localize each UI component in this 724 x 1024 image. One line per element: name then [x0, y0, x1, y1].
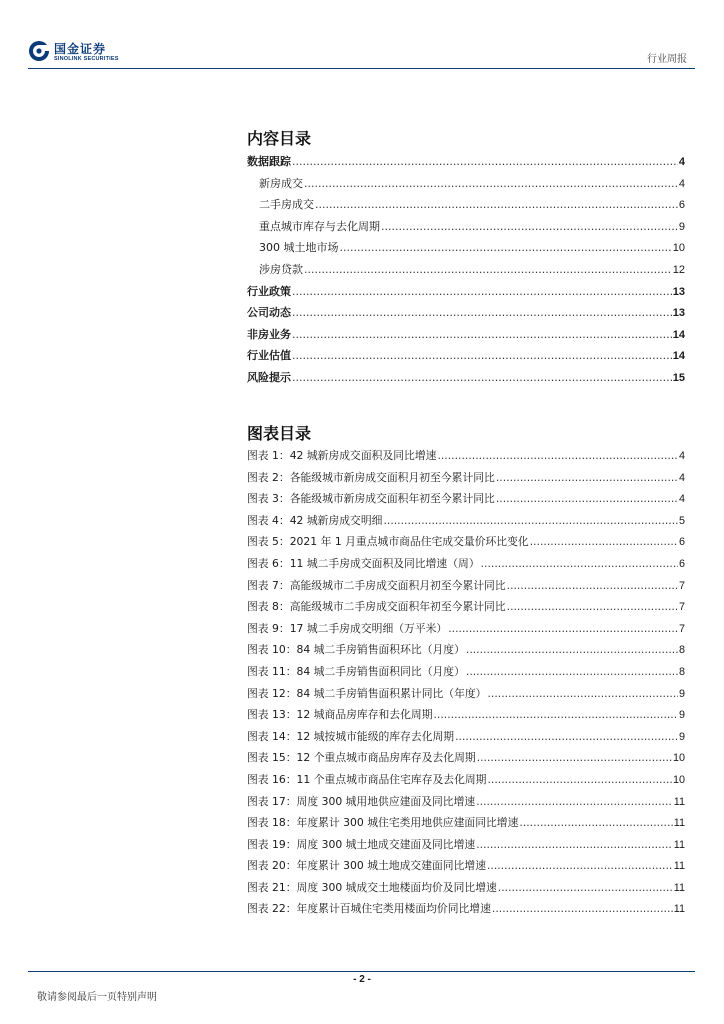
figure-entry-label: 图表 20：年度累计 300 城土地成交建面同比增速 — [247, 859, 486, 873]
contents-entry[interactable] — [247, 175, 685, 197]
logo-text-cn: 国金证券 — [54, 42, 107, 56]
footer-divider — [28, 971, 695, 972]
figure-entry-label: 图表 14：12 城按城市能级的库存去化周期 — [247, 729, 455, 743]
figure-entry-page: 5 — [678, 514, 685, 527]
figures-title: 图表目录 — [247, 424, 312, 443]
contents-entry-label: 300 城土地市场 — [259, 241, 339, 255]
dot-leader — [381, 220, 678, 233]
dot-leader — [304, 263, 672, 276]
figure-entry-label: 图表 2：各能级城市新房成交面积月初至今累计同比 — [247, 470, 495, 484]
figure-entry[interactable] — [247, 599, 685, 621]
figure-entry[interactable] — [247, 642, 685, 664]
figure-entry-page: 11 — [673, 903, 685, 916]
figure-entry-label: 图表 12：84 城二手房销售面积累计同比（年度） — [247, 686, 487, 700]
dot-leader — [507, 600, 678, 613]
contents-entry-page: 14 — [672, 350, 685, 363]
figure-entry-page: 9 — [678, 687, 685, 700]
figure-entry-page: 11 — [673, 860, 685, 873]
dot-leader — [481, 557, 678, 570]
figure-entry-label: 图表 15：12 个重点城市商品房库存及去化周期 — [247, 751, 476, 765]
contents-entry-label: 行业估值 — [247, 349, 291, 363]
figure-entry-label: 图表 19：周度 300 城土地成交建面及同比增速 — [247, 837, 476, 851]
company-logo — [28, 40, 138, 66]
figure-entry-label: 图表 8：高能级城市二手房成交面积年初至今累计同比 — [247, 600, 506, 614]
dot-leader — [292, 285, 672, 298]
figure-entry[interactable] — [247, 621, 685, 643]
figure-entry-label: 图表 1：42 城新房成交面积及同比增速 — [247, 449, 437, 462]
figure-entry-page: 11 — [673, 881, 685, 894]
contents-entry-page: 13 — [672, 285, 685, 298]
contents-entry-page: 15 — [672, 371, 685, 384]
figure-entry-label: 图表 7：高能级城市二手房成交面积月初至今累计同比 — [247, 578, 506, 592]
contents-entry-label: 重点城市库存与去化周期 — [259, 219, 380, 233]
figure-entry[interactable] — [247, 901, 685, 923]
dot-leader — [519, 816, 672, 829]
page-header — [0, 0, 724, 70]
header-divider — [28, 68, 695, 69]
figure-entry[interactable] — [247, 729, 685, 751]
figure-entry-page: 8 — [678, 644, 685, 657]
contents-entry-page: 6 — [678, 199, 685, 212]
figure-entry-page: 7 — [678, 601, 685, 614]
dot-leader — [530, 535, 678, 548]
contents-entry-label: 涉房贷款 — [259, 262, 303, 276]
contents-entry[interactable] — [247, 347, 685, 369]
contents-entry[interactable] — [247, 196, 685, 218]
dot-leader — [292, 371, 672, 384]
dot-leader — [496, 492, 678, 505]
contents-entry[interactable] — [247, 239, 685, 261]
figure-entry[interactable] — [247, 837, 685, 859]
figure-entry-label: 图表 16：11 个重点城市商品住宅库存及去化周期 — [247, 772, 487, 786]
contents-entry-label: 数据跟踪 — [247, 155, 291, 168]
dot-leader — [487, 773, 672, 786]
dot-leader — [434, 708, 678, 721]
contents-entry[interactable] — [247, 304, 685, 326]
footer-disclaimer: 敬请参阅最后一页特别声明 — [37, 992, 157, 1003]
contents-entry[interactable] — [247, 326, 685, 348]
dot-leader — [340, 241, 672, 254]
report-type-label: 行业周报 — [647, 54, 687, 65]
figure-entry[interactable] — [247, 470, 685, 492]
figure-entry[interactable] — [247, 772, 685, 794]
figure-entry-label: 图表 10：84 城二手房销售面积环比（月度） — [247, 643, 465, 657]
dot-leader — [437, 449, 678, 462]
dot-leader — [315, 198, 678, 211]
figure-entry[interactable] — [247, 534, 685, 556]
contents-entry-label: 行业政策 — [247, 284, 291, 298]
figure-entry-label: 图表 6：11 城二手房成交面积及同比增速（周） — [247, 556, 480, 570]
figure-entry-page: 8 — [678, 665, 685, 678]
figure-entry-page: 4 — [678, 493, 685, 506]
figure-entry[interactable] — [247, 880, 685, 902]
figure-entry[interactable] — [247, 448, 685, 470]
dot-leader — [507, 579, 678, 592]
figure-entry-label: 图表 18：年度累计 300 城住宅类用地供应建面同比增速 — [247, 816, 519, 830]
dot-leader — [292, 328, 672, 341]
figure-entry-page: 9 — [678, 709, 685, 722]
figure-entry-label: 图表 4：42 城新房成交明细 — [247, 513, 383, 527]
contents-entry[interactable] — [247, 261, 685, 283]
figures-list — [247, 448, 685, 923]
contents-entry[interactable] — [247, 283, 685, 305]
figure-entry-label: 图表 9：17 城二手房成交明细（万平米） — [247, 621, 448, 635]
contents-entry-label: 非房业务 — [247, 327, 291, 341]
contents-entry-label: 风险提示 — [247, 370, 291, 384]
figure-entry-page: 7 — [678, 579, 685, 592]
dot-leader — [466, 643, 678, 656]
dot-leader — [476, 838, 673, 851]
contents-list — [247, 153, 685, 391]
figure-entry-label: 图表 17：周度 300 城用地供应建面及同比增速 — [247, 794, 476, 808]
dot-leader — [477, 751, 672, 764]
contents-title: 内容目录 — [247, 129, 312, 148]
contents-entry[interactable] — [247, 153, 685, 175]
dot-leader — [292, 155, 678, 168]
figure-entry[interactable] — [247, 794, 685, 816]
contents-entry-page: 14 — [672, 328, 685, 341]
contents-entry-page: 10 — [672, 242, 685, 255]
contents-entry-label: 新房成交 — [259, 176, 303, 190]
figure-entry-page: 10 — [672, 752, 685, 765]
contents-entry[interactable] — [247, 218, 685, 240]
logo-text-en: SINOLINK SECURITIES — [54, 56, 119, 62]
figure-entry[interactable] — [247, 664, 685, 686]
contents-entry-label: 公司动态 — [247, 306, 291, 320]
figure-entry[interactable] — [247, 578, 685, 600]
figure-entry[interactable] — [247, 491, 685, 513]
dot-leader — [487, 859, 673, 872]
dot-leader — [292, 306, 672, 319]
contents-entry-page: 4 — [678, 177, 685, 190]
contents-entry-page: 9 — [678, 220, 685, 233]
dot-leader — [487, 687, 678, 700]
contents-entry[interactable] — [247, 369, 685, 391]
figure-entry-page: 6 — [678, 536, 685, 549]
figure-entry[interactable] — [247, 815, 685, 837]
dot-leader — [304, 177, 678, 190]
figure-entry[interactable] — [247, 858, 685, 880]
figure-entry-page: 7 — [678, 622, 685, 635]
figure-entry-page: 11 — [673, 817, 685, 830]
figure-entry-page: 6 — [678, 557, 685, 570]
figure-entry[interactable] — [247, 686, 685, 708]
figure-entry-page: 4 — [678, 450, 685, 462]
figure-entry-label: 图表 22：年度累计百城住宅类用楼面均价同比增速 — [247, 902, 491, 916]
contents-entry-page: 13 — [672, 307, 685, 320]
figure-entry-page: 11 — [673, 795, 685, 808]
contents-entry-page: 4 — [678, 156, 685, 168]
figure-entry-label: 图表 13：12 城商品房库存和去化周期 — [247, 708, 433, 722]
page-number: - 2 - — [353, 974, 371, 985]
dot-leader — [476, 795, 673, 808]
figure-entry-page: 10 — [672, 773, 685, 786]
figure-entry[interactable] — [247, 513, 685, 535]
figure-entry[interactable] — [247, 556, 685, 578]
dot-leader — [292, 349, 672, 362]
figure-entry-label: 图表 11：84 城二手房销售面积同比（月度） — [247, 664, 465, 678]
figure-entry[interactable] — [247, 707, 685, 729]
dot-leader — [466, 665, 678, 678]
figure-entry-label: 图表 5：2021 年 1 月重点城市商品住宅成交量价环比变化 — [247, 535, 529, 549]
figure-entry-label: 图表 21：周度 300 城成交土地楼面均价及同比增速 — [247, 880, 497, 894]
figure-entry[interactable] — [247, 750, 685, 772]
sinolink-logo-icon — [28, 40, 50, 62]
dot-leader — [498, 881, 673, 894]
dot-leader — [496, 471, 678, 484]
dot-leader — [492, 902, 673, 915]
figure-entry-page: 11 — [673, 838, 685, 851]
dot-leader — [383, 514, 678, 527]
contents-entry-label: 二手房成交 — [259, 198, 314, 212]
figure-entry-label: 图表 3：各能级城市新房成交面积年初至今累计同比 — [247, 492, 495, 506]
contents-entry-page: 12 — [672, 263, 685, 276]
figure-entry-page: 9 — [678, 730, 685, 743]
figure-entry-page: 4 — [678, 471, 685, 484]
dot-leader — [455, 730, 678, 743]
dot-leader — [448, 622, 678, 635]
